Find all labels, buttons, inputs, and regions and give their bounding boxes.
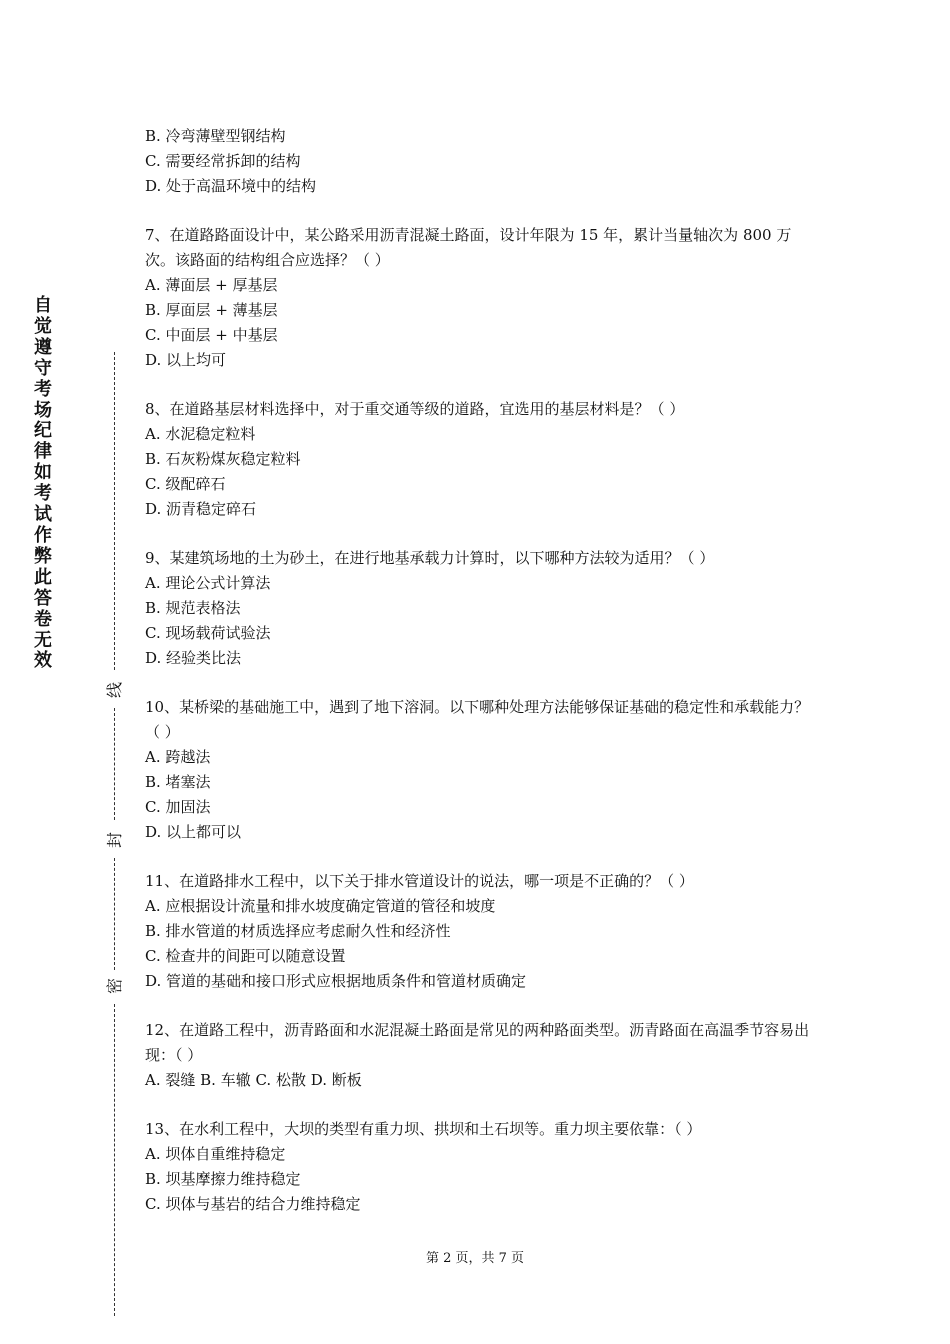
question-stem: 13、在水利工程中，大坝的类型有重力坝、拱坝和土石坝等。重力坝主要依靠：（ ） (145, 1120, 702, 1138)
option: B. 规范表格法 (145, 599, 241, 617)
question-stem: 12、在道路工程中，沥青路面和水泥混凝土路面是常见的两种路面类型。沥青路面在高温季节容易出现：（ ） (145, 1021, 810, 1064)
option: D. 沥青稳定碎石 (145, 500, 257, 518)
option: C. 检查井的间距可以随意设置 (145, 947, 346, 965)
option: B. 坝基摩擦力维持稳定 (145, 1170, 301, 1188)
option: D. 以上均可 (145, 351, 227, 369)
question-7 (145, 223, 815, 373)
binding-dashed-line (114, 352, 115, 670)
question-10 (145, 695, 815, 845)
page-number: 第 2 页，共 7 页 (425, 1251, 525, 1266)
option: A. 理论公式计算法 (145, 574, 271, 592)
option: D. 经验类比法 (145, 649, 242, 667)
question-stem: 10、某桥梁的基础施工中，遇到了地下溶洞。以下哪种处理方法能够保证基础的稳定性和承载能力？（ ） (145, 698, 810, 741)
option: D. 管道的基础和接口形式应根据地质条件和管道材质确定 (145, 972, 527, 990)
binding-mark-line: 线 (105, 679, 125, 701)
option: B. 石灰粉煤灰稳定粒料 (145, 450, 301, 468)
option: C. 加固法 (145, 798, 211, 816)
option: C. 级配碎石 (145, 475, 226, 493)
option: A. 跨越法 (145, 748, 211, 766)
carryover-options (145, 124, 815, 199)
binding-dashed-line (114, 858, 115, 970)
question-9 (145, 546, 815, 671)
question-stem: 11、在道路排水工程中，以下关于排水管道设计的说法，哪一项是不正确的？（ ） (145, 872, 694, 890)
question-13 (145, 1117, 815, 1217)
option: B. 厚面层 + 薄基层 (145, 301, 278, 319)
binding-dashed-line (114, 708, 115, 820)
question-stem: 7、在道路路面设计中，某公路采用沥青混凝土路面，设计年限为 15 年，累计当量轴次为 800 万次。该路面的结构组合应选择？（ ） (145, 226, 792, 269)
exam-content (145, 124, 815, 1241)
exam-rules-notice: 自觉遵守考场纪律如考试作弊此答卷无效 (34, 295, 52, 672)
question-stem: 9、某建筑场地的土为砂土，在进行地基承载力计算时，以下哪种方法较为适用？（ ） (145, 549, 715, 567)
option: D. 处于高温环境中的结构 (145, 177, 317, 195)
question-11 (145, 869, 815, 994)
option: B. 堵塞法 (145, 773, 211, 791)
option: A. 薄面层 + 厚基层 (145, 276, 278, 294)
question-stem: 8、在道路基层材料选择中，对于重交通等级的道路，宜选用的基层材料是？（ ） (145, 400, 685, 418)
option: A. 应根据设计流量和排水坡度确定管道的管径和坡度 (145, 897, 496, 915)
option: C. 坝体与基岩的结合力维持稳定 (145, 1195, 361, 1213)
option: B. 冷弯薄壁型钢结构 (145, 127, 286, 145)
option: C. 中面层 + 中基层 (145, 326, 278, 344)
option: C. 需要经常拆卸的结构 (145, 152, 301, 170)
option: A. 水泥稳定粒料 (145, 425, 256, 443)
binding-dashed-line (114, 1004, 115, 1316)
option: D. 以上都可以 (145, 823, 242, 841)
option: B. 排水管道的材质选择应考虑耐久性和经济性 (145, 922, 451, 940)
option: A. 裂缝 B. 车辙 C. 松散 D. 断板 (145, 1071, 362, 1089)
question-12 (145, 1018, 815, 1093)
binding-mark-seal: 封 (105, 829, 125, 851)
option: A. 坝体自重维持稳定 (145, 1145, 286, 1163)
binding-mark-secret: 密 (105, 975, 125, 997)
option: C. 现场载荷试验法 (145, 624, 271, 642)
question-8 (145, 397, 815, 522)
